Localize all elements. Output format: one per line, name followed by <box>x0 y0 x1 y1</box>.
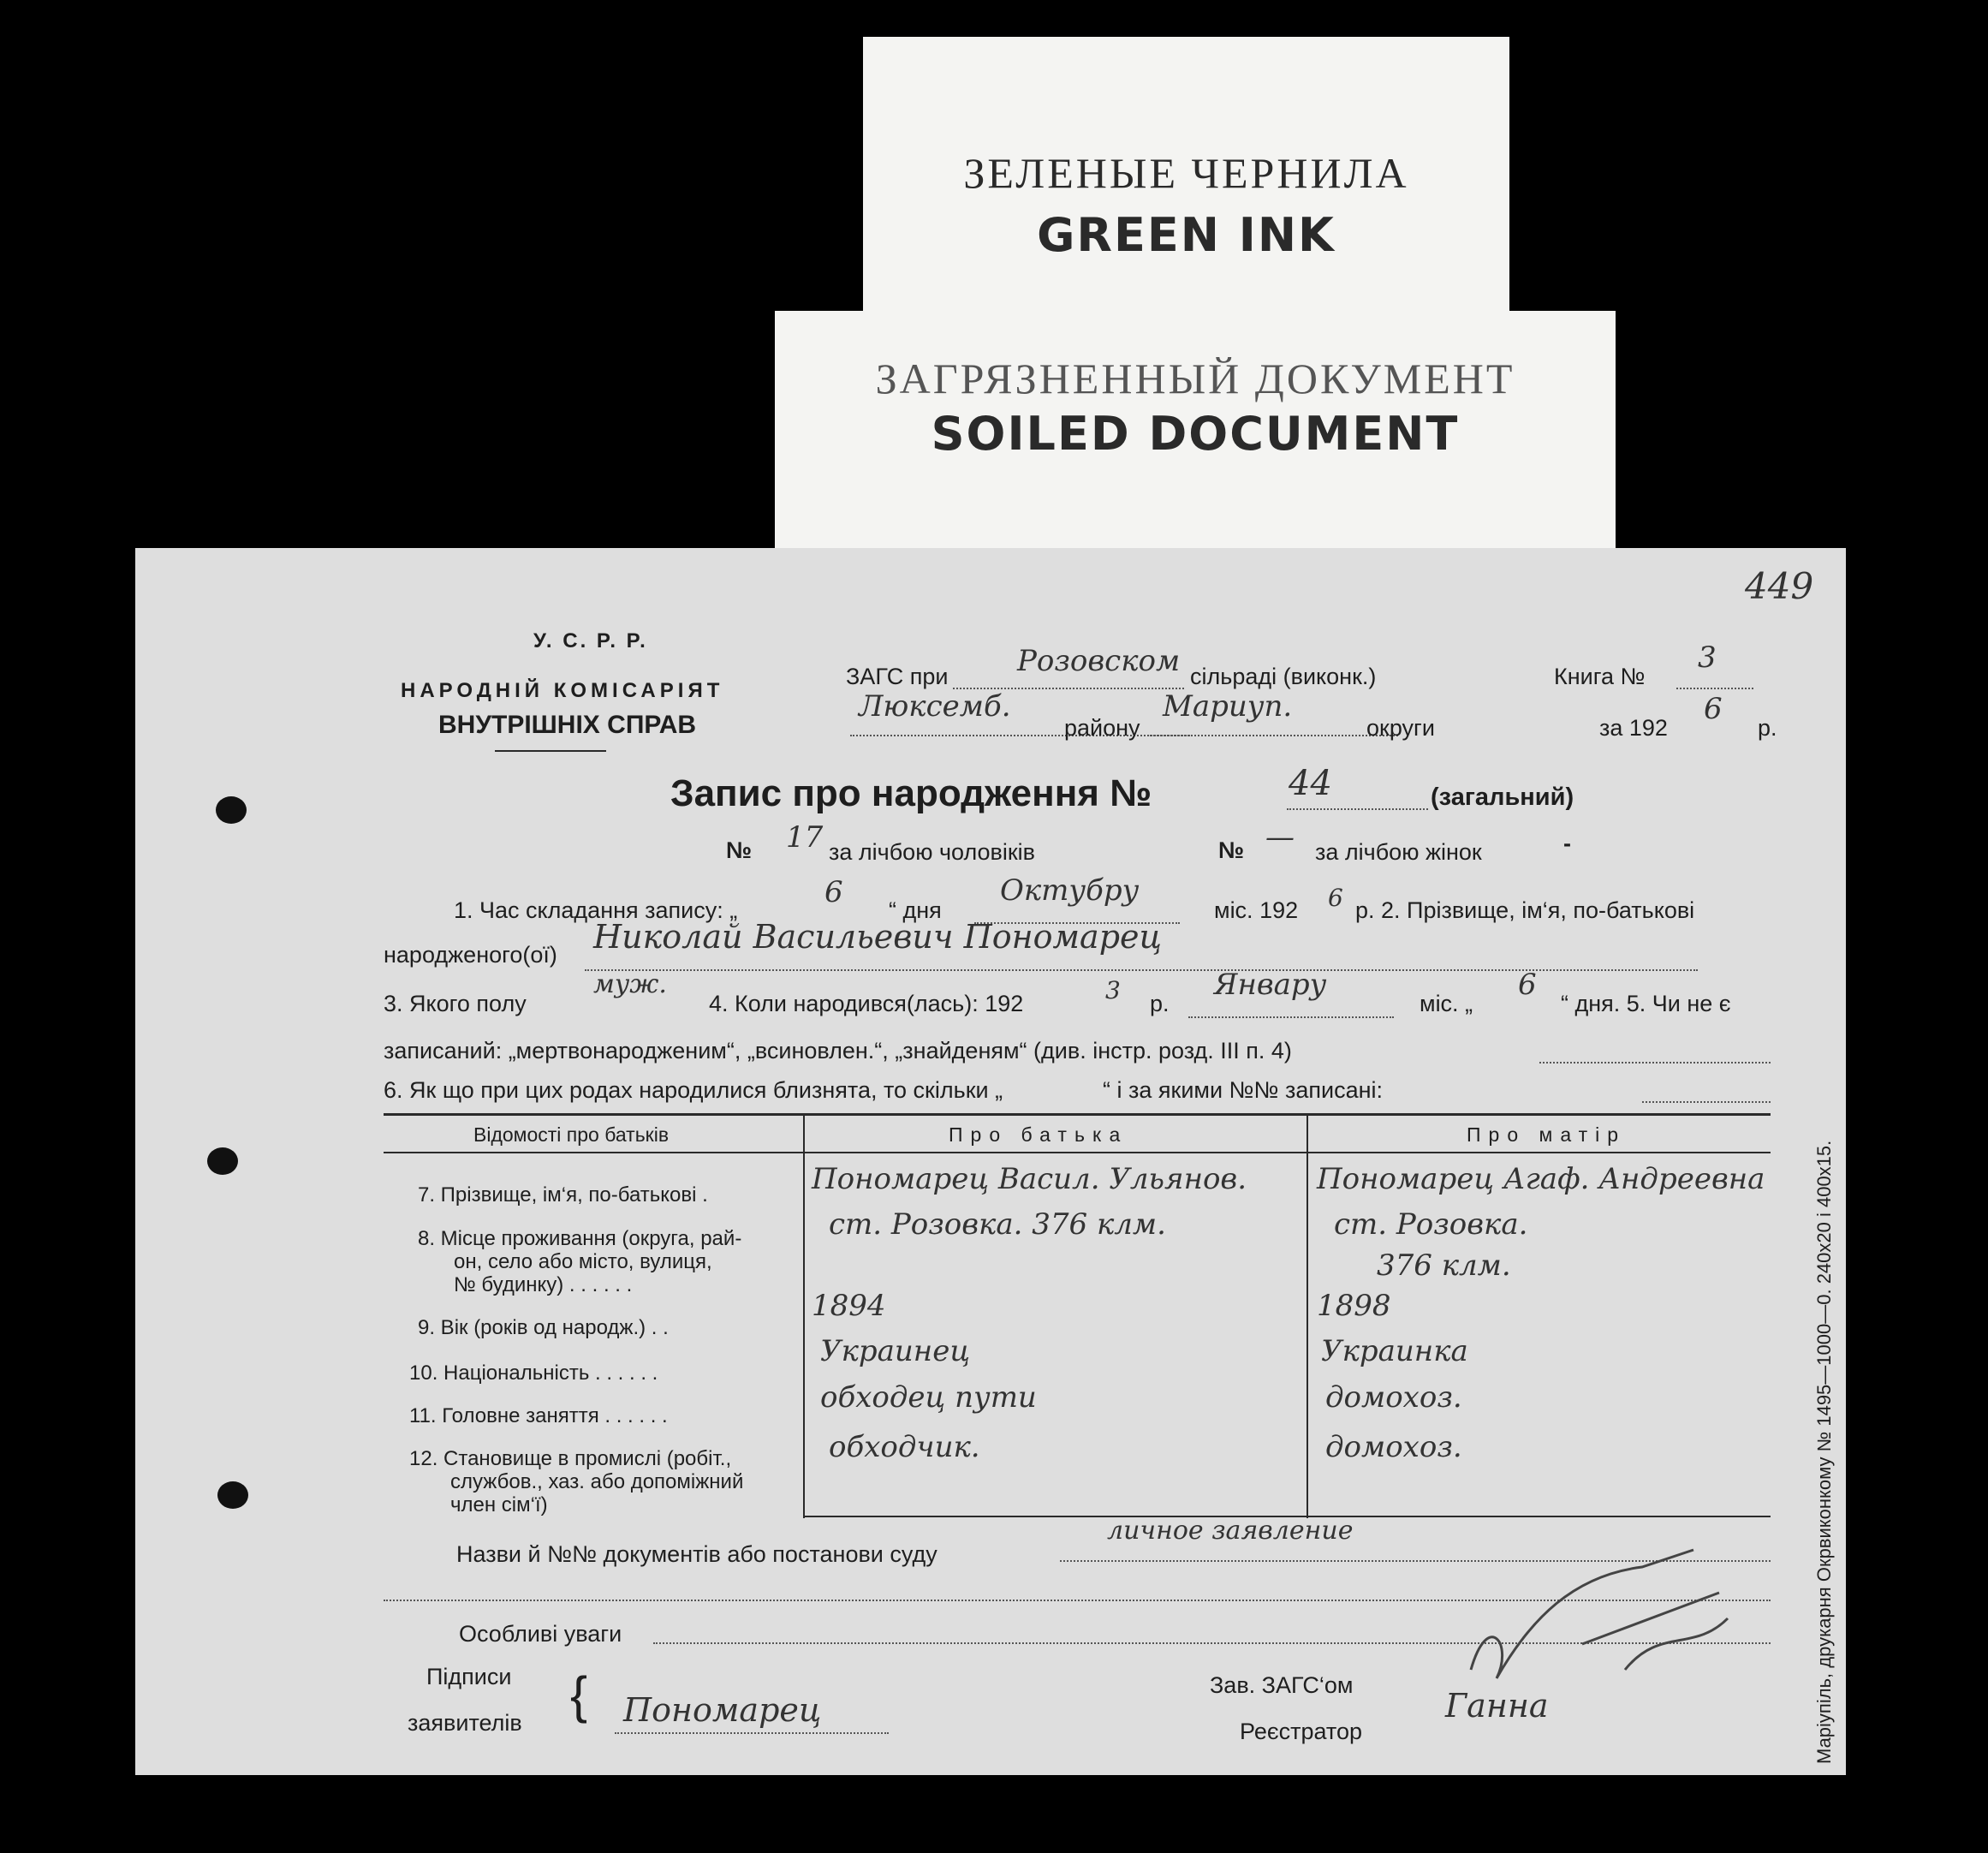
year-value: 6 <box>1704 692 1723 726</box>
birth-year-value: 3 <box>1105 976 1121 1004</box>
green-ink-label-en: GREEN INK <box>1037 208 1336 262</box>
table-header-rule <box>384 1152 1771 1153</box>
birth-day-value: 6 <box>1518 968 1537 1002</box>
mother-name-value: Пономарец Агаф. Андреевна <box>1317 1162 1765 1196</box>
table-header-parents: Відомості про батьків <box>473 1123 670 1146</box>
okrug-label: округи <box>1366 715 1435 741</box>
raion-value: Люксемб. <box>859 689 1011 724</box>
women-count-value: — <box>1265 820 1295 855</box>
header-divider <box>495 750 606 752</box>
q1-year-value: 6 <box>1328 884 1343 912</box>
mother-status-value: домохоз. <box>1325 1430 1462 1464</box>
mother-residence-value: ст. Розовка. <box>1334 1207 1528 1242</box>
row-8-label-1: 8. Місце проживання (округа, рай- <box>418 1227 742 1250</box>
q1-a: 1. Час складання запису: „ <box>454 897 738 923</box>
women-count-prefix: № <box>1218 837 1245 863</box>
q1-day-value: 6 <box>824 875 843 909</box>
applicant-signature-line <box>615 1732 889 1734</box>
father-occupation-value: обходец пути <box>820 1380 1037 1415</box>
q2-label: народженого(ої) <box>384 942 557 968</box>
book-number-line <box>1676 688 1753 689</box>
commissariat-title: НАРОДНІЙ КОМІСАРІЯТ <box>401 679 724 702</box>
republic-title: У. С. Р. Р. <box>533 629 648 652</box>
q1-c: міс. 192 <box>1214 897 1299 923</box>
father-residence-value: ст. Розовка. 376 клм. <box>829 1207 1166 1242</box>
q3-d: міс. „ <box>1420 991 1473 1016</box>
table-col-divider <box>1306 1116 1308 1518</box>
row-11-label: 11. Головне заняття . . . . . . <box>409 1404 668 1427</box>
father-status-value: обходчик. <box>829 1430 980 1464</box>
mother-nationality-value: Украинка <box>1321 1334 1468 1368</box>
sex-value: муж. <box>593 969 667 999</box>
q1-d: р. 2. Прізвище, ім‘я, по-батькові <box>1355 897 1695 923</box>
q3-b: 4. Коли народився(лась): 192 <box>709 991 1024 1016</box>
mother-occupation-value: домохоз. <box>1325 1380 1462 1415</box>
row-12-label-2: службов., хаз. або допоміжний <box>450 1470 744 1493</box>
punch-hole <box>207 1147 238 1175</box>
birth-record-form <box>135 548 1846 1775</box>
q1-b: “ дня <box>889 897 942 923</box>
row-12-label-3: член сім‘ї) <box>450 1493 548 1516</box>
punch-hole <box>216 796 247 824</box>
q3-e: “ дня. 5. Чи не є <box>1561 991 1731 1016</box>
documents-label: Назви й №№ документів або постанови суду <box>456 1541 937 1567</box>
page-number: 449 <box>1745 565 1814 607</box>
punch-hole <box>217 1481 248 1509</box>
book-number-value: 3 <box>1698 641 1717 675</box>
record-title: Запис про народження № <box>670 772 1152 814</box>
men-count-label: за лічбою чоловіків <box>829 839 1036 865</box>
registrar-label: Реєстратор <box>1240 1719 1363 1744</box>
birth-month-line <box>1188 1016 1394 1018</box>
soiled-label-en: SOILED DOCUMENT <box>931 407 1460 461</box>
official-signature-scribble <box>1437 1541 1745 1695</box>
okrug-line <box>1150 735 1398 736</box>
q4-text: записаний: „мертвонародженим“, „всиновлен.“, „знайденям“ (див. інстр. розд. III п. 4) <box>384 1038 1292 1064</box>
father-name-value: Пономарец Васил. Ульянов. <box>812 1162 1247 1196</box>
row-10-label: 10. Національність . . . . . . <box>409 1361 658 1385</box>
row-8-label-3: № будинку) . . . . . . <box>454 1273 633 1296</box>
q3-c: р. <box>1150 991 1170 1016</box>
zags-village-value: Розовском <box>1017 644 1181 678</box>
green-ink-label <box>863 37 1509 324</box>
year-suffix: р. <box>1758 715 1777 741</box>
printer-imprint: Маріупіль, друкарня Окрвиконкому № 1495—1000—0. 240х20 і 400х15. <box>1813 1140 1835 1764</box>
year-label: за 192 <box>1599 715 1668 741</box>
registrar-signature: Ганна <box>1445 1687 1549 1725</box>
table-col-divider <box>803 1116 805 1518</box>
documents-value: личное заявление <box>1107 1516 1354 1546</box>
mother-residence-value-2: 376 клм. <box>1377 1248 1511 1283</box>
men-count-value: 17 <box>786 820 824 855</box>
table-header-mother: Про матір <box>1467 1123 1627 1146</box>
q1-month-value: Октубру <box>1000 873 1140 908</box>
raion-line <box>850 735 1193 736</box>
men-count-prefix: № <box>726 837 753 863</box>
notes-label: Особливі уваги <box>459 1621 622 1647</box>
table-top-rule <box>384 1113 1771 1116</box>
q3-a: 3. Якого полу <box>384 991 527 1016</box>
child-name-value: Николай Васильевич Пономарец <box>593 918 1163 956</box>
mother-age-value: 1898 <box>1317 1289 1391 1323</box>
record-number-line <box>1287 808 1428 810</box>
q4-line <box>1539 1062 1771 1064</box>
q5-a: 6. Як що при цих родах народилися близнята, то скільки „ <box>384 1077 1003 1103</box>
ministry-title: ВНУТРІШНІХ СПРАВ <box>438 711 697 739</box>
birth-month-value: Январу <box>1214 968 1327 1002</box>
father-nationality-value: Украинец <box>820 1334 971 1368</box>
signatures-brace: { <box>570 1666 588 1724</box>
okrug-value: Мариуп. <box>1163 689 1293 724</box>
zags-head-label: Зав. ЗАГС‘ом <box>1210 1672 1354 1698</box>
raion-label: району <box>1064 715 1140 741</box>
row-12-label-1: 12. Становище в промислі (робіт., <box>409 1447 732 1470</box>
signatures-label-2: заявителів <box>408 1710 522 1736</box>
signatures-label-1: Підписи <box>426 1664 512 1689</box>
father-age-value: 1894 <box>812 1289 886 1323</box>
table-header-father: Про батька <box>949 1123 1128 1146</box>
book-label: Книга № <box>1554 664 1646 689</box>
zags-label: ЗАГС при <box>846 664 949 689</box>
q5-b: “ і за якими №№ записані: <box>1103 1077 1384 1103</box>
row-8-label-2: он, село або місто, вулиця, <box>454 1250 712 1273</box>
soiled-label-ru: ЗАГРЯЗНЕННЫЙ ДОКУМЕНТ <box>875 355 1515 402</box>
women-count-dash: - <box>1563 831 1571 856</box>
record-number-value: 44 <box>1289 764 1332 803</box>
green-ink-label-ru: ЗЕЛЕНЫЕ ЧЕРНИЛА <box>963 149 1409 197</box>
row-9-label: 9. Вік (років од народж.) . . <box>418 1316 669 1339</box>
selradi-label: сільраді (виконк.) <box>1190 664 1377 689</box>
soiled-document-label <box>775 311 1616 553</box>
women-count-label: за лічбою жінок <box>1315 839 1482 865</box>
applicant-signature: Пономарец <box>623 1691 822 1729</box>
row-7-label: 7. Прізвище, ім‘я, по-батькові . <box>418 1183 708 1207</box>
q5-line <box>1642 1101 1771 1103</box>
record-title-suffix: (загальний) <box>1431 784 1574 811</box>
